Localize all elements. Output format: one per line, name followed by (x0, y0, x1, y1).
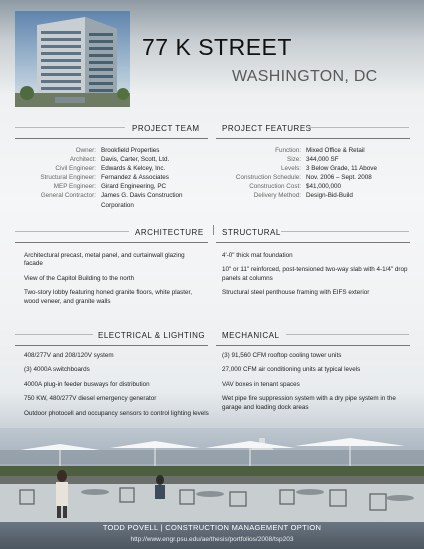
divider (213, 225, 214, 235)
architecture-heading: ARCHITECTURE (135, 228, 204, 237)
architecture-list (24, 252, 204, 312)
project-features-table (216, 146, 411, 201)
row-label: General Contractor: (40, 192, 96, 200)
list-item: View of the Capitol Building to the north (24, 274, 135, 282)
row-label: Structural Engineer: (40, 174, 96, 182)
structural-heading: STRUCTURAL (222, 228, 281, 237)
table-row (216, 155, 411, 164)
table-row (216, 173, 411, 182)
list-item: 4000A plug-in feeder busways for distribution (24, 380, 150, 388)
page-title: 77 K STREET (142, 34, 292, 60)
table-row (15, 191, 210, 200)
structural-list (222, 252, 410, 304)
row-label: Levels: (281, 165, 301, 173)
row-value: Brookfield Properties (101, 147, 160, 154)
divider (15, 334, 93, 335)
list-item: (3) 91,560 CFM rooftop cooling tower units (222, 352, 342, 359)
row-value: Design-Bid-Build (306, 192, 353, 200)
divider (15, 345, 208, 346)
list-item: 750 KW, 480/277V diesel emergency generator (24, 395, 157, 403)
divider (216, 345, 410, 346)
project-team-table (15, 146, 210, 210)
row-label (15, 201, 96, 210)
row-value: Mixed Office & Retail (306, 147, 365, 154)
divider (15, 127, 125, 128)
row-value: Corporation (101, 201, 134, 209)
divider (15, 231, 129, 232)
footer-url-link[interactable]: http://www.engr.psu.edu/ae/thesis/portfolios/2008/tsp203 (130, 536, 294, 543)
divider (216, 138, 410, 139)
row-value: Girard Engineering, PC (101, 183, 167, 191)
row-label: MEP Engineer: (53, 183, 96, 191)
row-value: $41,000,000 (306, 183, 342, 191)
divider (15, 138, 208, 139)
table-row (216, 182, 411, 191)
divider (286, 334, 409, 335)
mechanical-list (222, 352, 412, 418)
table-row (216, 191, 411, 200)
table-row (216, 164, 411, 173)
building-photo (15, 11, 130, 107)
divider (281, 231, 409, 232)
list-item: Two-story lobby featuring honed granite floors, white plaster, wood veneer, and granite walls (24, 289, 193, 305)
row-value: Davis, Carter, Scott, Ltd. (101, 156, 170, 164)
row-value: 344,000 SF (306, 156, 339, 164)
mechanical-heading: MECHANICAL (222, 331, 280, 340)
table-row (15, 155, 210, 164)
row-value: Fernandez & Associates (101, 174, 169, 182)
page-subtitle: WASHINGTON, DC (232, 68, 378, 85)
electrical-list (24, 352, 209, 424)
list-item: 10" or 11" reinforced, post-tensioned two-way slab with 4-1/4" drop panels at columns (222, 266, 408, 282)
list-item: Outdoor photocell and occupancy sensors to control lighting levels (24, 409, 209, 417)
table-row (15, 164, 210, 173)
row-label: Function: (275, 147, 301, 154)
row-label: Construction Cost: (249, 183, 301, 191)
row-value: Edwards & Kelcey, Inc. (101, 165, 166, 173)
list-item: 4'-0" thick mat foundation (222, 252, 293, 259)
list-item: Wet pipe fire suppression system with a dry pipe system in the garage and loading dock areas (222, 395, 396, 411)
table-row (216, 146, 411, 155)
list-item: VAV boxes in tenant spaces (222, 380, 300, 388)
row-label: Architect: (69, 156, 96, 164)
row-label: Civil Engineer: (55, 165, 96, 173)
divider (216, 242, 410, 243)
row-value: James G. Davis Construction (101, 192, 183, 200)
list-item: (3) 4000A switchboards (24, 366, 90, 374)
table-row (15, 173, 210, 182)
row-value: Nov. 2006 – Sept. 2008 (306, 174, 372, 182)
electrical-heading: ELECTRICAL & LIGHTING (98, 331, 206, 340)
table-row (15, 146, 210, 155)
project-team-heading: PROJECT TEAM (132, 124, 200, 133)
table-row (15, 182, 210, 191)
list-item: Architectural precast, metal panel, and curtainwall glazing facade (24, 252, 185, 268)
row-value: 3 Below Grade, 11 Above (306, 165, 377, 173)
row-label: Owner: (75, 147, 96, 154)
list-item: 408/277V and 208/120V system (24, 352, 114, 359)
row-label: Size: (287, 156, 301, 164)
list-item: Structural steel penthouse framing with EIFS exterior (222, 289, 370, 297)
divider (306, 127, 409, 128)
row-label: Construction Schedule: (235, 174, 301, 182)
rooftop-terrace-image (0, 428, 424, 522)
footer-author: TODD POVELL | CONSTRUCTION MANAGEMENT OPTION (102, 523, 322, 532)
divider (15, 242, 208, 243)
list-item: 27,000 CFM air conditioning units at typical levels (222, 366, 361, 374)
table-row (15, 201, 210, 210)
project-features-heading: PROJECT FEATURES (222, 124, 312, 133)
row-label: Delivery Method: (253, 192, 301, 200)
